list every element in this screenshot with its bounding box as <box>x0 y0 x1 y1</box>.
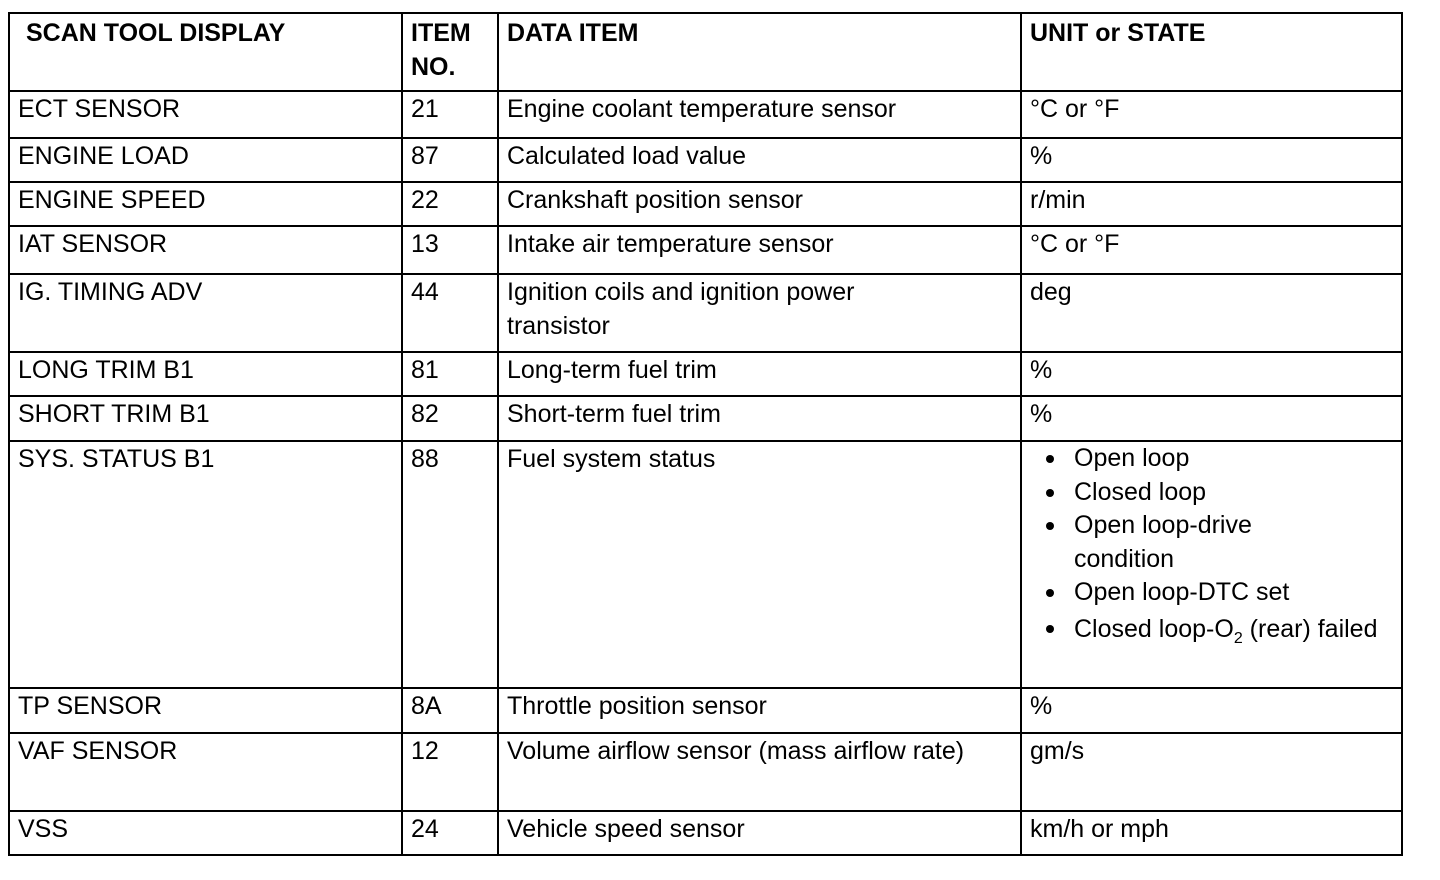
list-item <box>1040 576 1401 610</box>
item-no-cell: 88 <box>402 441 498 688</box>
bullet-icon <box>1046 489 1054 497</box>
unit-cell: % <box>1021 396 1402 441</box>
state-label: Open loop-DTC set <box>1074 578 1290 606</box>
item-no-cell: 22 <box>402 182 498 226</box>
state-label: Closed loop <box>1074 477 1207 506</box>
unit-cell: km/h or mph <box>1021 811 1402 855</box>
unit-cell: % <box>1021 688 1402 733</box>
display-cell: SYS. STATUS B1 <box>9 441 402 688</box>
state-label-prefix: Closed loop-O <box>1074 614 1234 643</box>
display-cell: ENGINE SPEED <box>9 182 402 226</box>
table-row <box>9 274 1402 352</box>
header-scan-tool-display: SCAN TOOL DISPLAY <box>9 13 402 91</box>
data-item-cell: Volume airflow sensor (mass airflow rate) <box>498 733 1021 811</box>
data-item-cell: Ignition coils and ignition power transistor <box>498 274 1021 352</box>
item-no-cell: 8A <box>402 688 498 733</box>
data-item-cell: Crankshaft position sensor <box>498 182 1021 226</box>
table-header-row <box>9 13 1402 91</box>
table-row <box>9 688 1402 733</box>
table-row <box>9 91 1402 138</box>
bullet-icon <box>1046 625 1054 633</box>
unit-cell: °C or °F <box>1021 226 1402 274</box>
item-no-cell: 87 <box>402 138 498 182</box>
state-label: Open loop <box>1074 444 1190 472</box>
header-data-item: DATA ITEM <box>498 13 1021 91</box>
table-row <box>9 441 1402 688</box>
bullet-icon <box>1046 455 1054 463</box>
state-label-subscript: 2 <box>1233 629 1243 647</box>
data-item-cell: Throttle position sensor <box>498 688 1021 733</box>
state-label-suffix: (rear) failed <box>1242 614 1378 643</box>
item-no-cell: 13 <box>402 226 498 274</box>
table-row <box>9 138 1402 182</box>
table-row <box>9 396 1402 441</box>
fuel-system-state-list <box>1030 442 1401 648</box>
header-unit-or-state: UNIT or STATE <box>1021 13 1402 91</box>
list-item <box>1040 476 1401 510</box>
display-cell: IAT SENSOR <box>9 226 402 274</box>
unit-cell: % <box>1021 138 1402 182</box>
unit-cell: % <box>1021 352 1402 396</box>
item-no-cell: 44 <box>402 274 498 352</box>
data-item-cell: Vehicle speed sensor <box>498 811 1021 855</box>
table-row <box>9 733 1402 811</box>
list-item <box>1040 442 1401 476</box>
unit-cell: deg <box>1021 274 1402 352</box>
unit-cell <box>1021 441 1402 688</box>
item-no-cell: 81 <box>402 352 498 396</box>
data-item-cell: Engine coolant temperature sensor <box>498 91 1021 138</box>
display-cell: ECT SENSOR <box>9 91 402 138</box>
list-item <box>1040 509 1401 576</box>
data-item-cell: Calculated load value <box>498 138 1021 182</box>
table-row <box>9 182 1402 226</box>
header-item-no: ITEM NO. <box>402 13 498 91</box>
state-label: Open loop-drive condition <box>1074 511 1252 573</box>
display-cell: VAF SENSOR <box>9 733 402 811</box>
data-item-cell: Fuel system status <box>498 441 1021 688</box>
table-row <box>9 226 1402 274</box>
table-row <box>9 811 1402 855</box>
display-cell: LONG TRIM B1 <box>9 352 402 396</box>
display-cell: ENGINE LOAD <box>9 138 402 182</box>
data-item-cell: Intake air temperature sensor <box>498 226 1021 274</box>
item-no-cell: 21 <box>402 91 498 138</box>
display-cell: VSS <box>9 811 402 855</box>
display-cell: SHORT TRIM B1 <box>9 396 402 441</box>
unit-cell: °C or °F <box>1021 91 1402 138</box>
bullet-icon <box>1046 522 1054 530</box>
data-item-cell: Long-term fuel trim <box>498 352 1021 396</box>
display-cell: TP SENSOR <box>9 688 402 733</box>
scan-tool-data-table <box>8 12 1403 856</box>
unit-cell: r/min <box>1021 182 1402 226</box>
table-row <box>9 352 1402 396</box>
item-no-cell: 24 <box>402 811 498 855</box>
unit-cell: gm/s <box>1021 733 1402 811</box>
list-item <box>1040 610 1401 648</box>
item-no-cell: 82 <box>402 396 498 441</box>
data-item-cell: Short-term fuel trim <box>498 396 1021 441</box>
bullet-icon <box>1046 589 1054 597</box>
item-no-cell: 12 <box>402 733 498 811</box>
display-cell: IG. TIMING ADV <box>9 274 402 352</box>
